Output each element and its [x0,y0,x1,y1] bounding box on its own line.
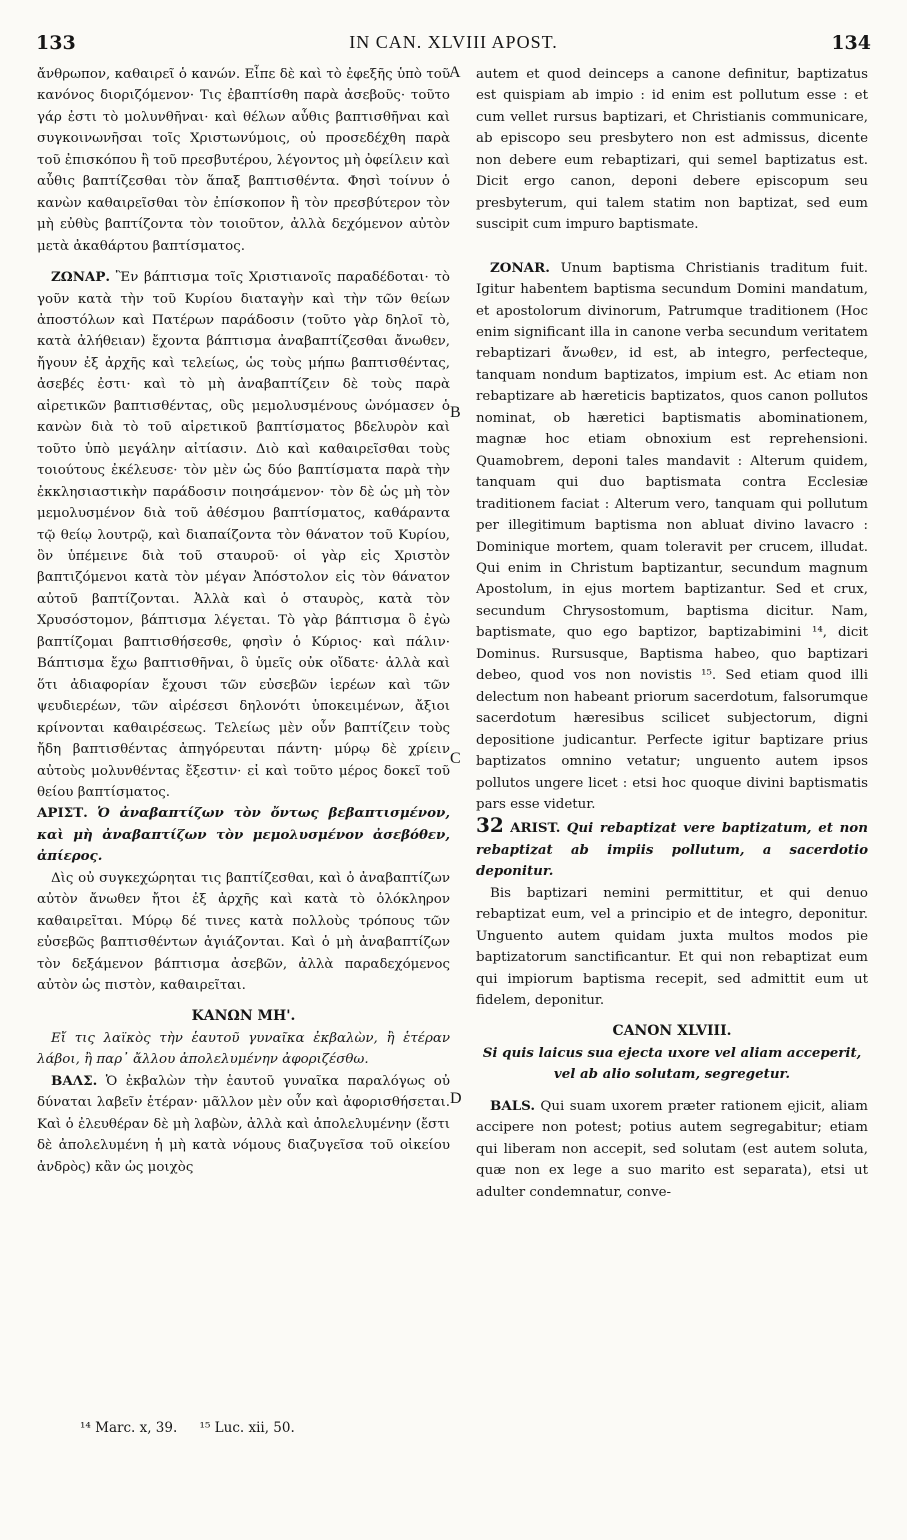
greek-balsamon-paragraph [37,1071,450,1178]
greek-balsamon-text: Ὁ ἐκβαλὼν τὴν ἑαυτοῦ γυναῖκα παραλόγως οὐ δύναται λαβεῖν ἑτέραν· μᾶλλον μὲν οὖν καὶ ἀφορισθήσεται. Καὶ ὁ ἐλευθέραν δὲ μὴ λαβὼν, ἀλλὰ καὶ ἀπολελυμένην (ἔστι δὲ ἀπολελυμένη ἡ μὴ κατὰ νόμους διαζυγεῖσα τοῦ οἰκείου ἀνδρὸς) κἂν ὡς μοιχὸς [37,1073,450,1175]
latin-canon-text: Si quis laicus sua ejecta uxore vel aliam acceperit, vel ab alio solutam, segregetur. [482,1044,862,1083]
greek-aristenus-lemma [37,803,450,867]
latin-zonaras-text: Unum baptisma Christianis traditum fuit. Igitur habentem baptisma secundum Domini mandatum, et apostolorum divinorum, Patrumque traditionem (Hoc enim significant illa in canone verba secundum veritatem rebaptizari ἄνωθεν, id est, ab integro, perfecteque, tanquam nondum baptizatos, impium est. Ac etiam non rebaptizare ab hæreticis baptizatos, quos canon pollutos nominat, ob hæretici baptismatis abominationem, magnæ hoc etiam obnoxium est reprehensioni. Quamobrem, deponi tales mandavit : Alterum quidem, tanquam qui duo baptismata contra Ecclesiæ traditionem faciat : Alterum vero, tanquam qui pollutum per illegitimum baptisma non abluat divino lavacro : Dominique mortem, quam toleravit per crucem, illudat. Qui enim in Christum baptizantur, secundum magnum Apostolum, in ejus mortem baptizantur. Sed et crux, secundum Chrysostomum, baptisma dicitur. Nam, baptismate, quo ego baptizor, baptizabimini ¹⁴, dicit Dominus. Rursusque, Baptisma habeo, quo baptizari debeo, quod vos non novistis ¹⁵. Sed etiam quod illi delectum non habeant priorum sacerdotum, falsorumque sacerdotum hæresibus scilicet subjectorum, digni depositione judicantur. Perfecte igitur baptizare prius baptizatos omnino vetatur; unguento autem ipsos pollutos ungere licet : etsi hoc quoque divini baptismatis pars esse videtur. [476,260,868,812]
margin-letter-c: C [450,750,461,767]
latin-zonaras-paragraph [476,258,868,816]
greek-zonaras-text: Ἓν βάπτισμα τοῖς Χριστιανοῖς παραδέδοται· τὸ γοῦν κατὰ τὴν τοῦ Κυρίου διαταγὴν καὶ τὴν τῶν θείων ἀποστόλων καὶ Πατέρων παράδοσιν (τοῦτο γὰρ δηλοῖ τὸ, κατὰ ἀλήθειαν) ἔχοντα βάπτισμα ἀναβαπτίζεσθαι ἄνωθεν, ἤγουν ἐξ ἀρχῆς καὶ τελείως, ὡς τοὺς μήπω βαπτισθέντας, ἀσεβές ἐστι· καὶ τὸ μὴ ἀναβαπτίζειν δὲ τοὺς παρὰ αἱρετικῶν βαπτισθέντας, οὓς μεμολυσμένους ὠνόμασεν ὁ κανὼν διὰ τὸ τοῦ αἱρετικοῦ βαπτίσματος βδελυρὸν καὶ τοῦτο ὑπὸ μεγάλην αἰτίασιν. Διὸ καὶ καθαιρεῖσθαι τοὺς τοιούτους ἐκέλευσε· τὸν μὲν ὡς δύο βαπτίσματα παρὰ τὴν ἐκκλησιαστικὴν παράδοσιν ποιησάμενον· τὸν δὲ ὡς μὴ τὸν μεμολυσμένον διὰ τοῦ ἀθέσμου βαπτίσματος, καθάραντα τῷ θείῳ λουτρῷ, καὶ διαπαίζοντα τὸν θάνατον τοῦ Κυρίου, ὃν ὑπέμεινε διὰ τοῦ σταυροῦ· οἱ γὰρ εἰς Χριστὸν βαπτιζόμενοι κατὰ τὸν μέγαν Ἀπόστολον εἰς τὸν θάνατον αὐτοῦ βαπτίζονται. Ἀλλὰ καὶ ὁ σταυρὸς, κατὰ τὸν Χρυσόστομον, βάπτισμα λέγεται. Τὸ γὰρ βάπτισμα ὃ ἐγὼ βαπτίζομαι βαπτισθήσεσθε, φησὶν ὁ Κύριος· καὶ πάλιν· Βάπτισμα ἔχω βαπτισθῆναι, ὃ ὑμεῖς οὐκ οἴδατε· ἀλλὰ καὶ ὅτι ἀδιαφορίαν ἔχουσι τῶν εὐσεβῶν ἱερέων καὶ τῶν ψευδιερέων, τῶν αἱρέσεσι δηλονότι ὑποκειμένων, ἄξιοι κρίνονται καθαιρέσεως. Τελείως μὲν οὖν βαπτίζειν τοὺς ἤδη βαπτισθέντας ἀπηγόρευται πάντη· μύρῳ δὲ χρίειν αὐτοὺς μολυνθέντας ἔξεστιν· εἰ καὶ τοῦτο μέρος δοκεῖ τοῦ θείου βαπτίσματος. [37,270,450,800]
running-title: IN CAN. XLVIII APOST. [349,32,558,52]
greek-column [37,64,450,1178]
latin-aristenus-label: ARIST. [510,820,561,837]
page-header [36,32,871,58]
footnote-14: ¹⁴ Marc. x, 39. [80,1420,178,1436]
latin-balsamon-paragraph [476,1096,868,1203]
margin-letter-a: A [449,64,461,81]
section-number: 32 [476,813,504,838]
greek-zonaras-paragraph [37,267,450,803]
greek-aristenus-lemma-text: Ὁ ἀναβαπτίζων τὸν ὄντως βεβαπτισμένον, καὶ μὴ ἀναβαπτίζων τὸν μεμολυσμένον ἀσεβόθεν, ἀπίερος. [37,805,450,865]
greek-intro-paragraph: ἄνθρωπον, καθαιρεῖ ὁ κανών. Εἶπε δὲ καὶ τὸ ἐφεξῆς ὑπὸ τοῦ κανόνος διοριζόμενον· Τις ἐβαπτίσθη παρὰ ἀσεβοῦς· τοῦτο γάρ ἐστι τὸ μολυνθῆναι· καὶ θέλων αὖθις βαπτισθῆναι καὶ συγκοινωνῆσαι τοῖς Χριστωνύμοις, οὐ προσεδέχθη παρὰ τοῦ ἐπισκόπου ἢ τοῦ πρεσβυτέρου, λέγοντος μὴ ὀφείλειν καὶ αὖθις βαπτίζεσθαι τὸν ἅπαξ βαπτισθέντα. Φησὶ τοίνυν ὁ κανὼν καθαιρεῖσθαι τὸν ἐπίσκοπον ἢ τὸν πρεσβύτερον τὸν μὴ εὐθὺς βαπτίζοντα τὸν τοιοῦτον, ἀλλὰ δεχόμενον αὐτὸν μετὰ ἀκαθάρτου βαπτίσματος. [37,67,450,254]
greek-aristenus-label: ΑΡΙΣΤ. [37,805,88,822]
latin-aristenus-text: Bis baptizari nemini permittitur, et qui denuo rebaptizat eum, vel a principio et de integro, deponitur. Unguento autem quidam juxta multos modos pie baptizatorum sanctificantur. Et qui non rebaptizat eum qui impiorum baptisma recepit, sed admittit eum ut fidelem, deponitur. [476,885,868,1009]
page-number-right: 134 [831,32,871,54]
latin-aristenus-lemma-text: Qui rebaptizat vere baptizatum, et non rebaptizat ab impiis pollutum, a sacerdotio deponitur. [476,820,868,880]
latin-balsamon-text: Qui suam uxorem præter rationem ejicit, aliam accipere non potest; potius autem segregabitur; etiam qui liberam non accepit, sed solutam (est autem soluta, quæ non ex lege a suo marito est separata), etsi ut adulter condemnatur, conve- [476,1098,868,1200]
latin-intro-paragraph: autem et quod deinceps a canone definitur, baptizatus est quispiam ab impio : id enim est pollutum esse : et cum vellet rursus baptizari, et Christianis communicare, ab episcopo seu presbytero non est admissus, dicente non debere eum rebaptizari, qui semel baptizatus est. Dicit ergo canon, deponi debere episcopum seu presbyterum, qui talem statim non baptizat, sed eum suscipit cum impuro baptismate. [476,67,868,233]
latin-zonaras-label: ZONAR. [490,259,550,276]
greek-aristenus-text: Δὶς οὐ συγκεχώρηται τις βαπτίζεσθαι, καὶ ὁ ἀναβαπτίζων αὐτὸν ἄνωθεν ἤτοι ἐξ ἀρχῆς καὶ κατὰ τὸ ὁλόκληρον καθαιρεῖται. Μύρῳ δέ τινες κατὰ πολλοὺς τρόπους τῶν εὐσεβῶς βαπτισθέντων ἁγιάζονται. Καὶ ὁ μὴ ἀναβαπτίζων τὸν δεξάμενον βάπτισμα ἀσεβῶν, ἀλλὰ παραδεχόμενος αὐτὸν ὡς πιστὸν, καθαιρεῖται. [37,870,450,994]
latin-balsamon-label: BALS. [490,1097,535,1114]
margin-letter-b: B [450,404,461,421]
greek-balsamon-label: ΒΑΛΣ. [51,1072,98,1089]
greek-canon-heading: ΚΑΝΩΝ ΜΗ'. [191,1008,296,1025]
greek-canon-text: Εἴ τις λαϊκὸς τὴν ἑαυτοῦ γυναῖκα ἐκβαλὼν, ἢ ἑτέραν λάβοι, ἢ παρ᾽ ἄλλου ἀπολελυμένην ἀφοριζέσθω. [37,1030,450,1068]
margin-letter-d: D [450,1090,462,1107]
footnotes [80,1420,313,1436]
latin-column [476,64,868,1203]
page-number-left: 133 [36,32,76,54]
greek-zonaras-label: ΖΩΝΑΡ. [51,269,111,286]
latin-aristenus-lemma [476,815,868,882]
latin-canon-heading: CANON XLVIII. [612,1023,732,1040]
footnote-15: ¹⁵ Luc. xii, 50. [199,1420,295,1436]
